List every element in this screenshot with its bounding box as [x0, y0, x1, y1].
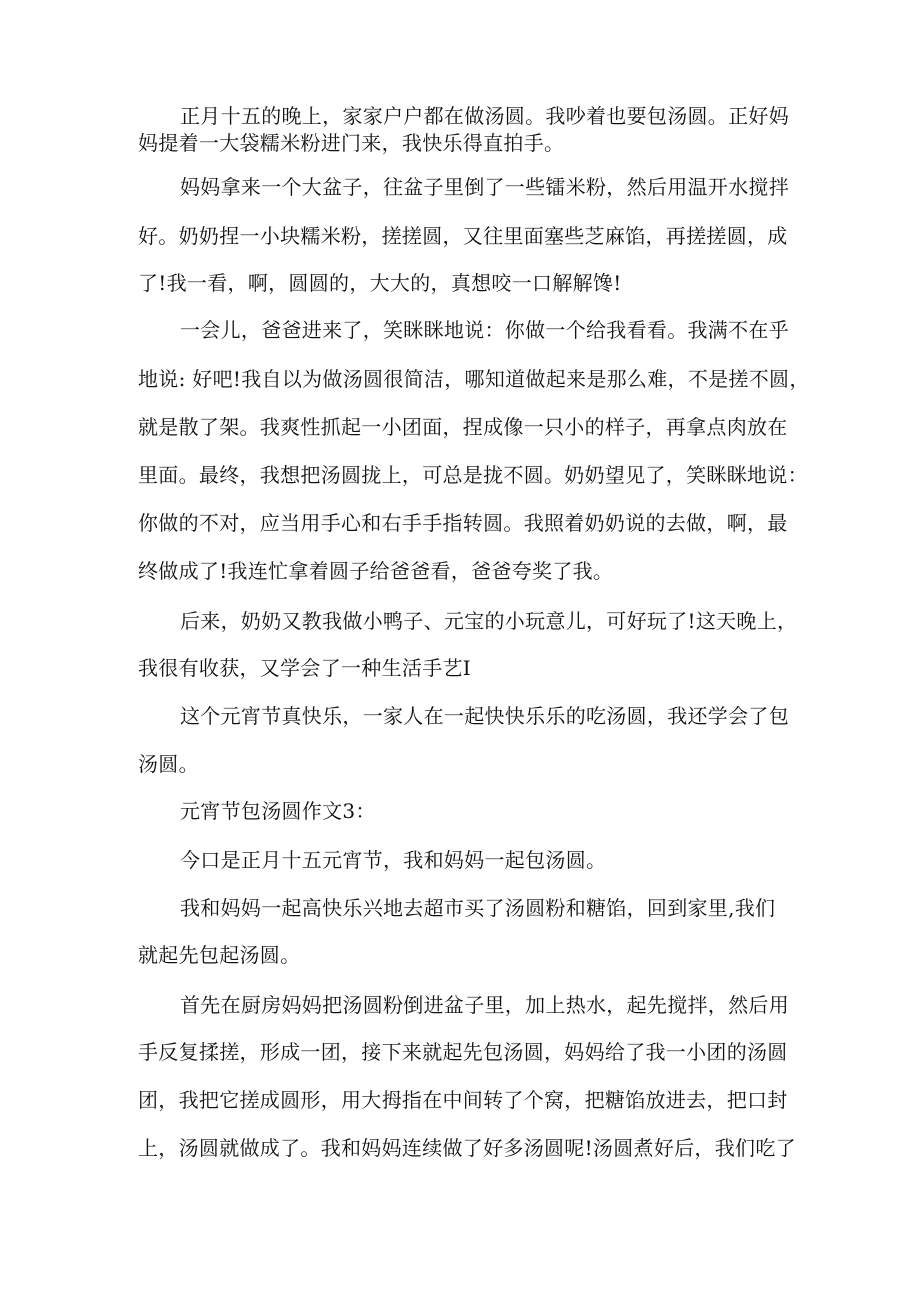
essay-heading: 元宵节包汤圆作文3：	[180, 799, 376, 823]
text-line: 就是散了架。我爽性抓起一小团面，捏成像一只小的样子，再拿点肉放在	[138, 415, 788, 439]
text-line: 今口是正月十五元宵节，我和妈妈一起包汤圆。	[180, 848, 607, 872]
text-line: 上，汤圆就做成了。我和妈妈连续做了好多汤圆呢!汤圆煮好后，我们吃了	[138, 1136, 796, 1160]
text-line: 妈提着一大袋糯米粉进门来，我快乐得直拍手。	[138, 131, 565, 155]
text-line: 团，我把它搓成圆形，用大拇指在中间转了个窝，把糖馅放进去，把口封	[138, 1088, 788, 1112]
text-line: 妈妈拿来一个大盆子，往盆子里倒了一些镭米粉，然后用温开水搅拌	[180, 175, 789, 199]
text-line: 终做成了!我连忙拿着圆子给爸爸看，爸爸夸奖了我。	[138, 559, 614, 583]
text-line: 正月十五的晚上，家家户户都在做汤圆。我吵着也要包汤圆。正好妈	[180, 104, 789, 128]
text-line: 就起先包起汤圆。	[138, 943, 301, 967]
text-line: 一会儿，爸爸进来了，笑眯眯地说：你做一个给我看看。我满不在乎	[180, 318, 789, 342]
text-line: 这个元宵节真快乐，一家人在一起快快乐乐的吃汤圆，我还学会了包	[180, 704, 789, 728]
text-line: 好。奶奶捏一小块糯米粉，搓搓圆，又往里面塞些芝麻馅，再搓搓圆，成	[138, 224, 788, 248]
text-line: 手反复揉搓，形成一团，接下来就起先包汤圆，妈妈给了我一小团的汤圆	[138, 1040, 788, 1064]
text-line: 我很有收获，又学会了一种生活手艺I	[138, 656, 471, 680]
text-line: 首先在厨房妈妈把汤圆粉倒进盆子里，加上热水，起先搅拌，然后用	[180, 993, 789, 1017]
text-line: 后来，奶奶又教我做小鸭子、元宝的小玩意儿，可好玩了!这天晚上，	[180, 609, 798, 633]
text-line: 了!我一看，啊，圆圆的，大大的，真想咬一口解解馋!	[138, 271, 622, 295]
text-line: 我和妈妈一起高快乐兴地去超市买了汤圆粉和糖馅，回到家里,我们	[180, 896, 776, 920]
text-line: 地说: 好吧!我自以为做汤圆很简洁，哪知道做起来是那么难，不是搓不圆，	[138, 367, 810, 391]
text-line: 你做的不对，应当用手心和右手手指转圆。我照着奶奶说的去做，啊，最	[138, 511, 788, 535]
text-line: 汤圆。	[138, 752, 199, 776]
text-line: 里面。最终，我想把汤圆拢上，可总是拢不圆。奶奶望见了，笑眯眯地说：	[138, 463, 808, 487]
